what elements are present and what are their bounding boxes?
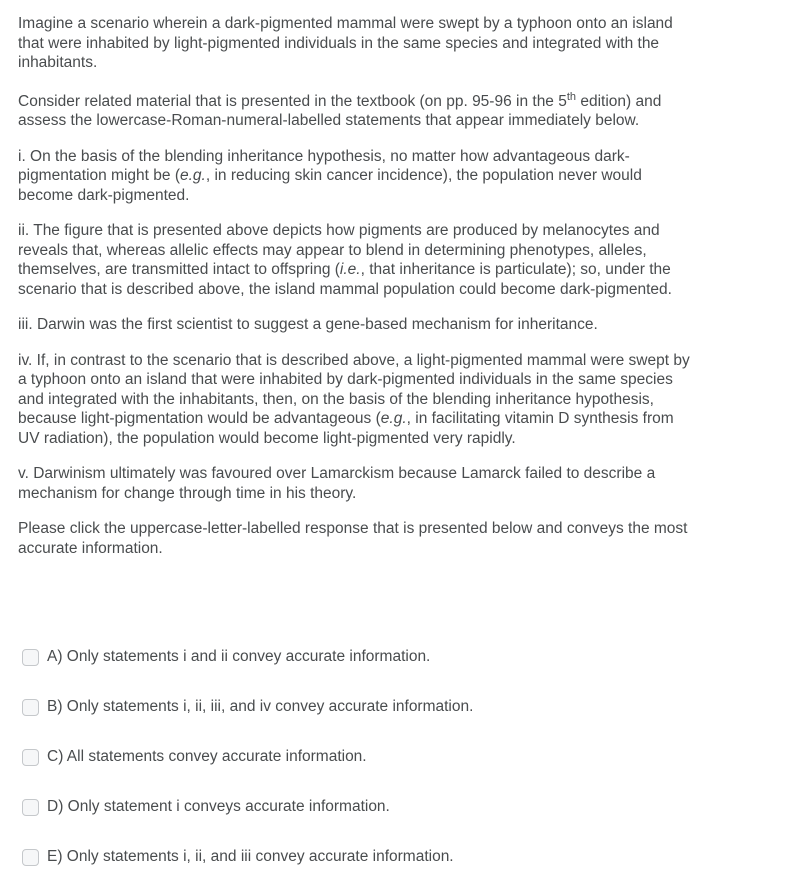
statement-ii-abbrev: i.e. — [339, 261, 361, 278]
statement-ii — [18, 221, 698, 299]
statement-i-abbrev: e.g. — [179, 167, 206, 184]
option-e-checkbox[interactable] — [22, 849, 39, 866]
statement-iv-text-2: , in facilitating vitamin D synthesis from UV radiation), the population would become light-pigmented very rapidly. — [18, 410, 674, 447]
option-b-label[interactable]: B) Only statements i, ii, iii, and iv convey accurate information. — [47, 698, 474, 716]
option-c[interactable] — [22, 746, 722, 768]
statement-i — [18, 147, 698, 206]
statement-ii-text-2: , that inheritance is particulate); so, under the scenario that is described above, the island mammal population could become dark-pigmented. — [18, 261, 672, 298]
question-intro: Imagine a scenario wherein a dark-pigmented mammal were swept by a typhoon onto an island that were inhabited by light-pigmented individuals in the same species and integrated with the inhabitants. — [18, 15, 673, 71]
option-c-checkbox[interactable] — [22, 749, 39, 766]
option-a-checkbox[interactable] — [22, 649, 39, 666]
option-d-label[interactable]: D) Only statement i conveys accurate information. — [47, 798, 390, 816]
option-d[interactable] — [22, 796, 722, 818]
statement-iv — [18, 351, 698, 449]
option-e[interactable] — [22, 846, 722, 868]
statement-ii-text-1: ii. The figure that is presented above depicts how pigments are produced by melanocytes and reveals that, whereas allelic effects may appear to blend in determining phenotypes, alleles, themselves, are transmitted intact to offspring ( — [18, 222, 660, 278]
question-instruction: Please click the uppercase-letter-labelled response that is presented below and conveys the most accurate information. — [18, 520, 688, 557]
question-consider — [18, 92, 698, 131]
option-d-checkbox[interactable] — [22, 799, 39, 816]
option-a[interactable] — [22, 646, 722, 668]
statement-v: v. Darwinism ultimately was favoured over Lamarckism because Lamarck failed to describe a mechanism for change through time in his theory. — [18, 465, 656, 502]
option-a-label[interactable]: A) Only statements i and ii convey accurate information. — [47, 648, 431, 666]
statement-i-text-2: , in reducing skin cancer incidence), the population never would become dark-pigmented. — [18, 167, 642, 204]
option-e-label[interactable]: E) Only statements i, ii, and iii convey accurate information. — [47, 848, 454, 866]
statement-iv-text-1: iv. If, in contrast to the scenario that is described above, a light-pigmented mammal were swept by a typhoon onto an island that were inhabited by dark-pigmented individuals in the same species and integrated with the inhabitants, then, on the basis of the blending inheritance hypothesis, because light-pigmentation would be advantageous ( — [18, 351, 690, 427]
consider-superscript: th — [566, 90, 577, 103]
statement-i-text-1: i. On the basis of the blending inheritance hypothesis, no matter how advantageous dark-pigmentation might be ( — [18, 147, 630, 184]
consider-text-2: edition) and assess the lowercase-Roman-numeral-labelled statements that appear immediately below. — [18, 92, 662, 129]
option-c-label[interactable]: C) All statements convey accurate information. — [47, 748, 367, 766]
option-b-checkbox[interactable] — [22, 699, 39, 716]
statement-iii: iii. Darwin was the first scientist to suggest a gene-based mechanism for inheritance. — [18, 316, 598, 333]
consider-text-1: Consider related material that is presented in the textbook (on pp. 95-96 in the 5 — [18, 92, 567, 110]
statement-iv-abbrev: e.g. — [380, 410, 407, 427]
answer-options — [22, 646, 722, 896]
option-b[interactable] — [22, 696, 722, 718]
